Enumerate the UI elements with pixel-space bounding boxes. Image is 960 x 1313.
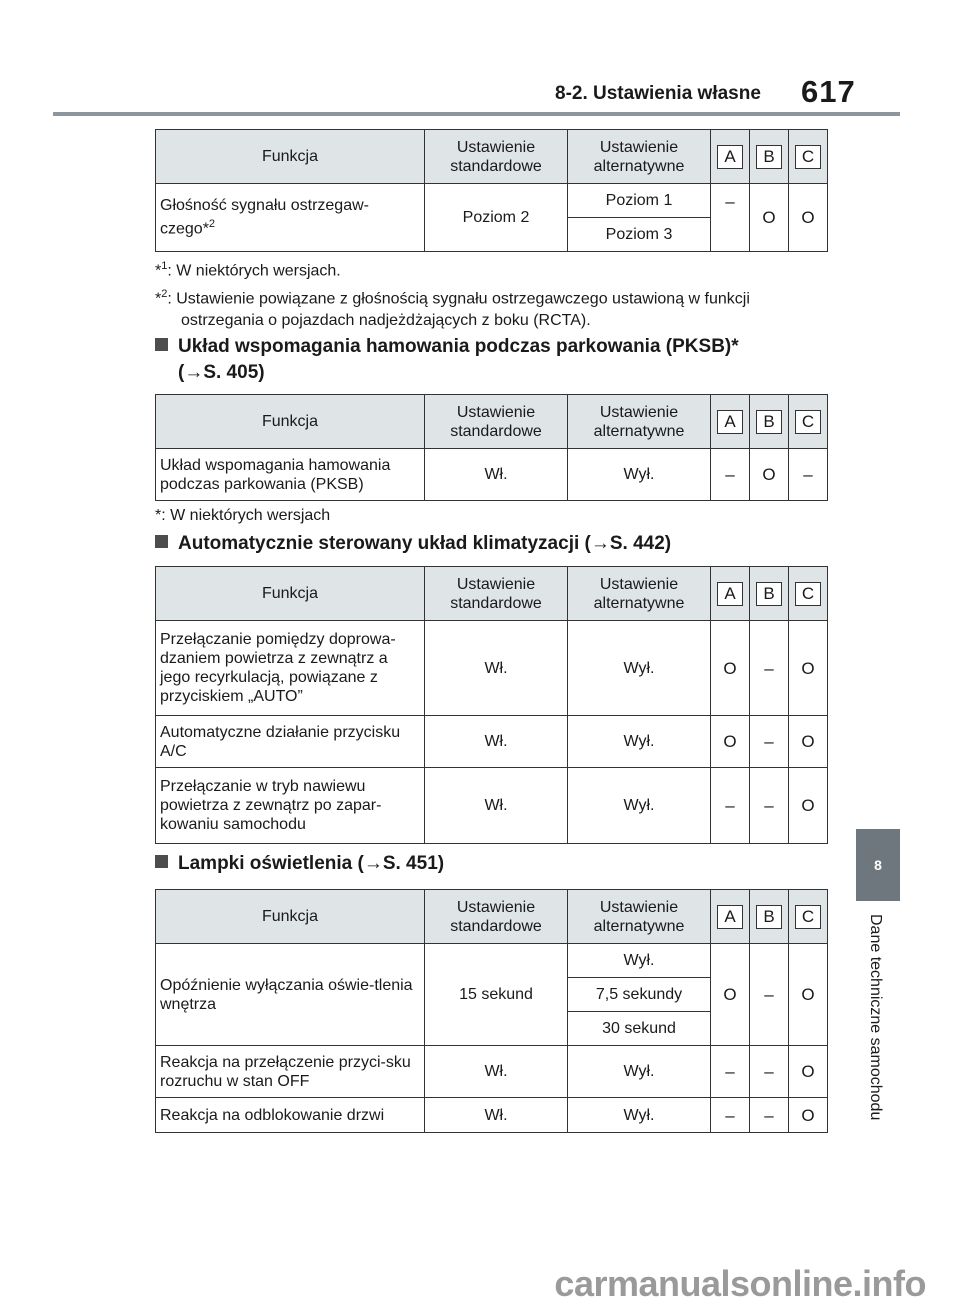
table-row: Automatyczne działanie przycisku A/C Wł. Wył. O – O: [156, 716, 828, 768]
col-b: B: [750, 130, 789, 184]
col-a: A: [711, 130, 750, 184]
section-title: 8-2. Ustawienia własne: [555, 83, 761, 104]
section-heading-lamps: Lampki oświetlenia (→S. 451): [155, 851, 444, 877]
table-row: Reakcja na przełączenie przyci-sku rozruchu w stan OFF Wł. Wył. – – O: [156, 1046, 828, 1098]
page-number: 617: [801, 74, 856, 109]
chapter-tab[interactable]: 8: [856, 829, 900, 901]
footnote-1: *$^1$: W niektórych wersjach.: [155, 260, 341, 280]
col-alt: Ustawienie alternatywne: [568, 130, 711, 184]
table-lamps: Funkcja Ustawienie standardowe Ustawienie alternatywne A B C Opóźnienie wyłączania oświe-tlenia wnętrza 15 sekund Wył. O – O 7,5 sekundy 30 sekund Reakcja na przełączenie przyci-sku rozruchu w stan OFF Wł. Wył. – – O Reakcja na odblokowanie drzwi Wł. Wył. – – O: [155, 889, 828, 1133]
chapter-label: Dane techniczne samochodu: [867, 914, 884, 1121]
col-funkcja: Funkcja: [156, 130, 425, 184]
table-row: Opóźnienie wyłączania oświe-tlenia wnętrza 15 sekund Wył. O – O: [156, 944, 828, 978]
table-ac: Funkcja Ustawienie standardowe Ustawienie alternatywne A B C Przełączanie pomiędzy doprowa-dzaniem powietrza z zewnątrz a jego recyrkulacją, powiązane z przyciskiem „AUTO” Wł. Wył. O – O Automatyczne działanie przycisku A/C Wł. Wył. O – O Przełączanie w tryb nawiewu powietrza z zewnątrz po zapar-kowaniu samochodu Wł. Wył. – – O: [155, 566, 828, 844]
table-pksb: Funkcja Ustawienie standardowe Ustawienie alternatywne A B C Układ wspomagania hamowania podczas parkowania (PKSB) Wł. Wył. – O –: [155, 394, 828, 501]
table-volume: Funkcja Ustawienie standardowe Ustawienie alternatywne A B C Głośność sygnału ostrzegaw-czego*$^2$ Poziom 2 Poziom 1 – O O Poziom 3: [155, 129, 828, 252]
table-row: Układ wspomagania hamowania podczas parkowania (PKSB) Wł. Wył. – O –: [156, 449, 828, 501]
watermark: carmanualsonline.info: [554, 1263, 926, 1304]
section-heading-pksb: Układ wspomagania hamowania podczas parkowania (PKSB)* (→S. 405): [155, 334, 739, 386]
table-row: Przełączanie pomiędzy doprowa-dzaniem powietrza z zewnątrz a jego recyrkulacją, powiązane z przyciskiem „AUTO” Wł. Wył. O – O: [156, 621, 828, 716]
footnote-2: *$^2$: Ustawienie powiązane z głośnością sygnału ostrzegawczego ustawioną w funkcji ostrzegania o pojazdach nadjeżdżających z boku (RCTA).: [155, 288, 750, 330]
section-heading-ac: Automatycznie sterowany układ klimatyzacji (→S. 442): [155, 531, 671, 557]
col-c: C: [789, 130, 828, 184]
table-row: Przełączanie w tryb nawiewu powietrza z zewnątrz po zapar-kowaniu samochodu Wł. Wył. – – O: [156, 768, 828, 844]
col-std: Ustawienie standardowe: [425, 130, 568, 184]
header-rule: [53, 112, 900, 116]
footnote-pksb: *: W niektórych wersjach: [155, 507, 331, 524]
table-row: Głośność sygnału ostrzegaw-czego*$^2$: [156, 184, 425, 252]
table-row: Reakcja na odblokowanie drzwi Wł. Wył. – – O: [156, 1098, 828, 1133]
